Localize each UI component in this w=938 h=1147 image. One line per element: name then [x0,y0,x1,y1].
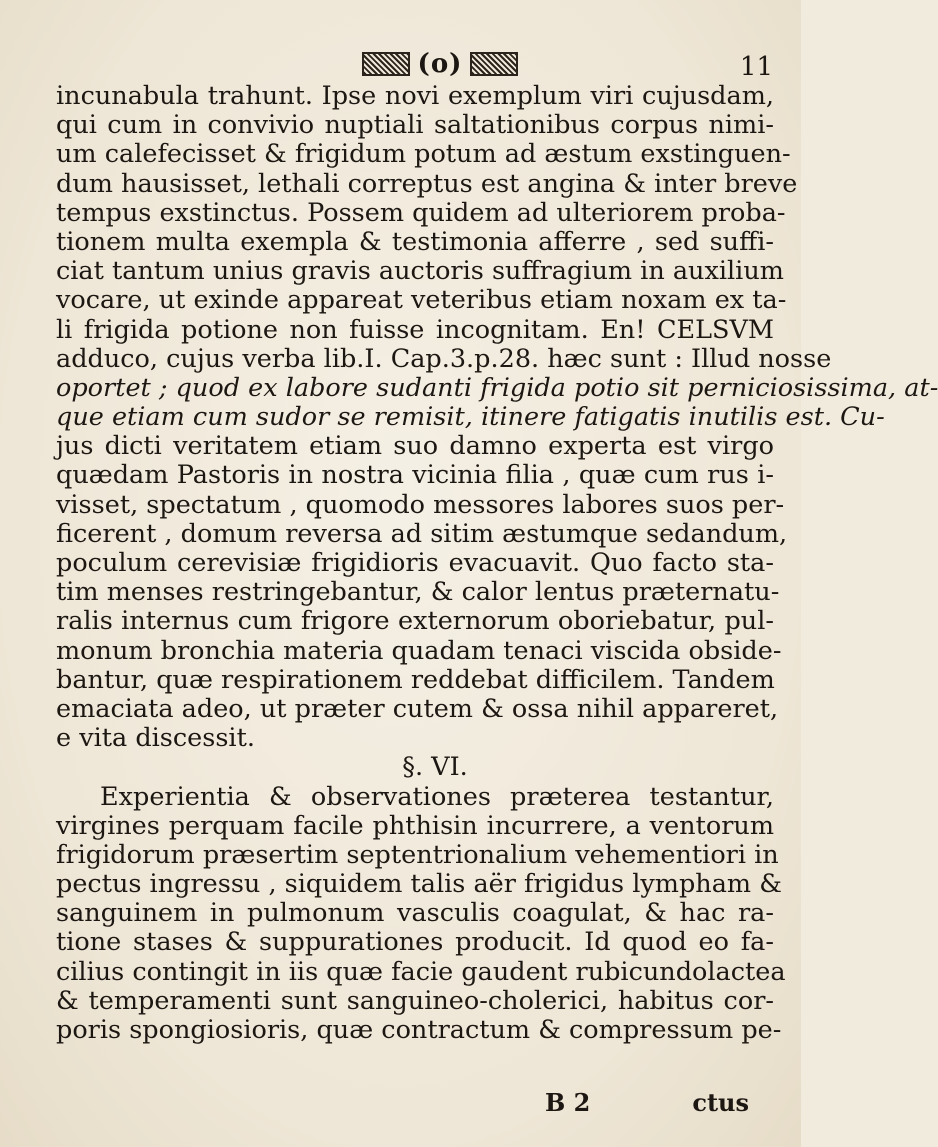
text-line: jus dicti veritatem etiam suo damno experta est virgo [56,431,774,462]
text-line: tionem multa exempla & testimonia afferre , sed suffi- [56,226,774,257]
text-line: dum hausisset, lethali correptus est angina & inter breve [56,168,798,199]
text-line: sanguinem in pulmonum vasculis coagulat, & hac ra- [56,898,774,929]
quotation-line: oportet ; quod ex labore sudanti frigida potio sit perniciosissima, at- [56,372,938,403]
text-line: monum bronchia materia quadam tenaci viscida obside- [56,635,782,666]
text-line: poculum cerevisiæ frigidioris evacuavit. Quo facto sta- [56,548,774,578]
ornament-right-icon [470,52,518,76]
page-header [320,44,560,84]
text-line: bantur, quæ respirationem reddebat difficilem. Tandem [56,664,775,695]
text-line: frigidorum præsertim septentrionalium vehementiori in [56,839,779,870]
text-line: Experientia & observationes præterea testantur, [100,781,774,812]
text-line: tione stases & suppurationes producit. Id quod eo fa- [56,927,774,958]
text-line: & temperamenti sunt sanguineo-cholerici, habitus cor- [56,985,774,1016]
signature-mark: B 2 [545,1088,591,1117]
folio-number: 11 [739,52,773,82]
text-line: tempus exstinctus. Possem quidem ad ulteriorem proba- [56,197,786,228]
text-line: ficerent , domum reversa ad sitim æstumque sedandum, [56,518,788,549]
text-line: e vita discessit. [56,723,255,754]
ornament-left-icon [362,52,410,76]
quotation-line: que etiam cum sudor se remisit, itinere fatigatis inutilis est. Cu- [56,402,885,433]
text-line: cilius contingit in iis quæ facie gaudent rubicundolactea [56,956,786,987]
text-line: ralis internus cum frigore externorum oboriebatur, pul- [56,606,774,637]
text-line: incunabula trahunt. Ipse novi exemplum viri cujusdam, [56,81,774,111]
text-line: qui cum in convivio nuptiali saltationibus corpus nimi- [56,110,774,141]
body-text [56,81,938,1045]
text-line: quædam Pastoris in nostra vicinia filia , quæ cum rus i- [56,460,774,491]
page-mark: (o) [417,49,463,79]
text-line: vocare, ut exinde appareat veteribus etiam noxam ex ta- [56,285,787,316]
section-heading: §. VI. [402,752,468,783]
text-line: pectus ingressu , siquidem talis aër frigidus lympham & [56,869,782,900]
text-line: adduco, cujus verba lib.I. Cap.3.p.28. hæc sunt : Illud nosse [56,343,832,374]
text-line: ciat tantum unius gravis auctoris suffragium in auxilium [56,256,784,287]
catchword: ctus [692,1088,749,1117]
text-line: tim menses restringebantur, & calor lentus præternatu- [56,577,780,608]
text-line: visset, spectatum , quomodo messores labores suos per- [56,489,785,520]
text-line: poris spongiosioris, quæ contractum & compressum pe- [56,1015,782,1045]
text-line: um calefecisset & frigidum potum ad æstum exstinguen- [56,139,791,170]
text-line: virgines perquam facile phthisin incurrere, a ventorum [56,810,774,841]
text-line: li frigida potione non fuisse incognitam. En! CELSVM [56,314,774,345]
text-line: emaciata adeo, ut præter cutem & ossa nihil appareret, [56,693,779,724]
